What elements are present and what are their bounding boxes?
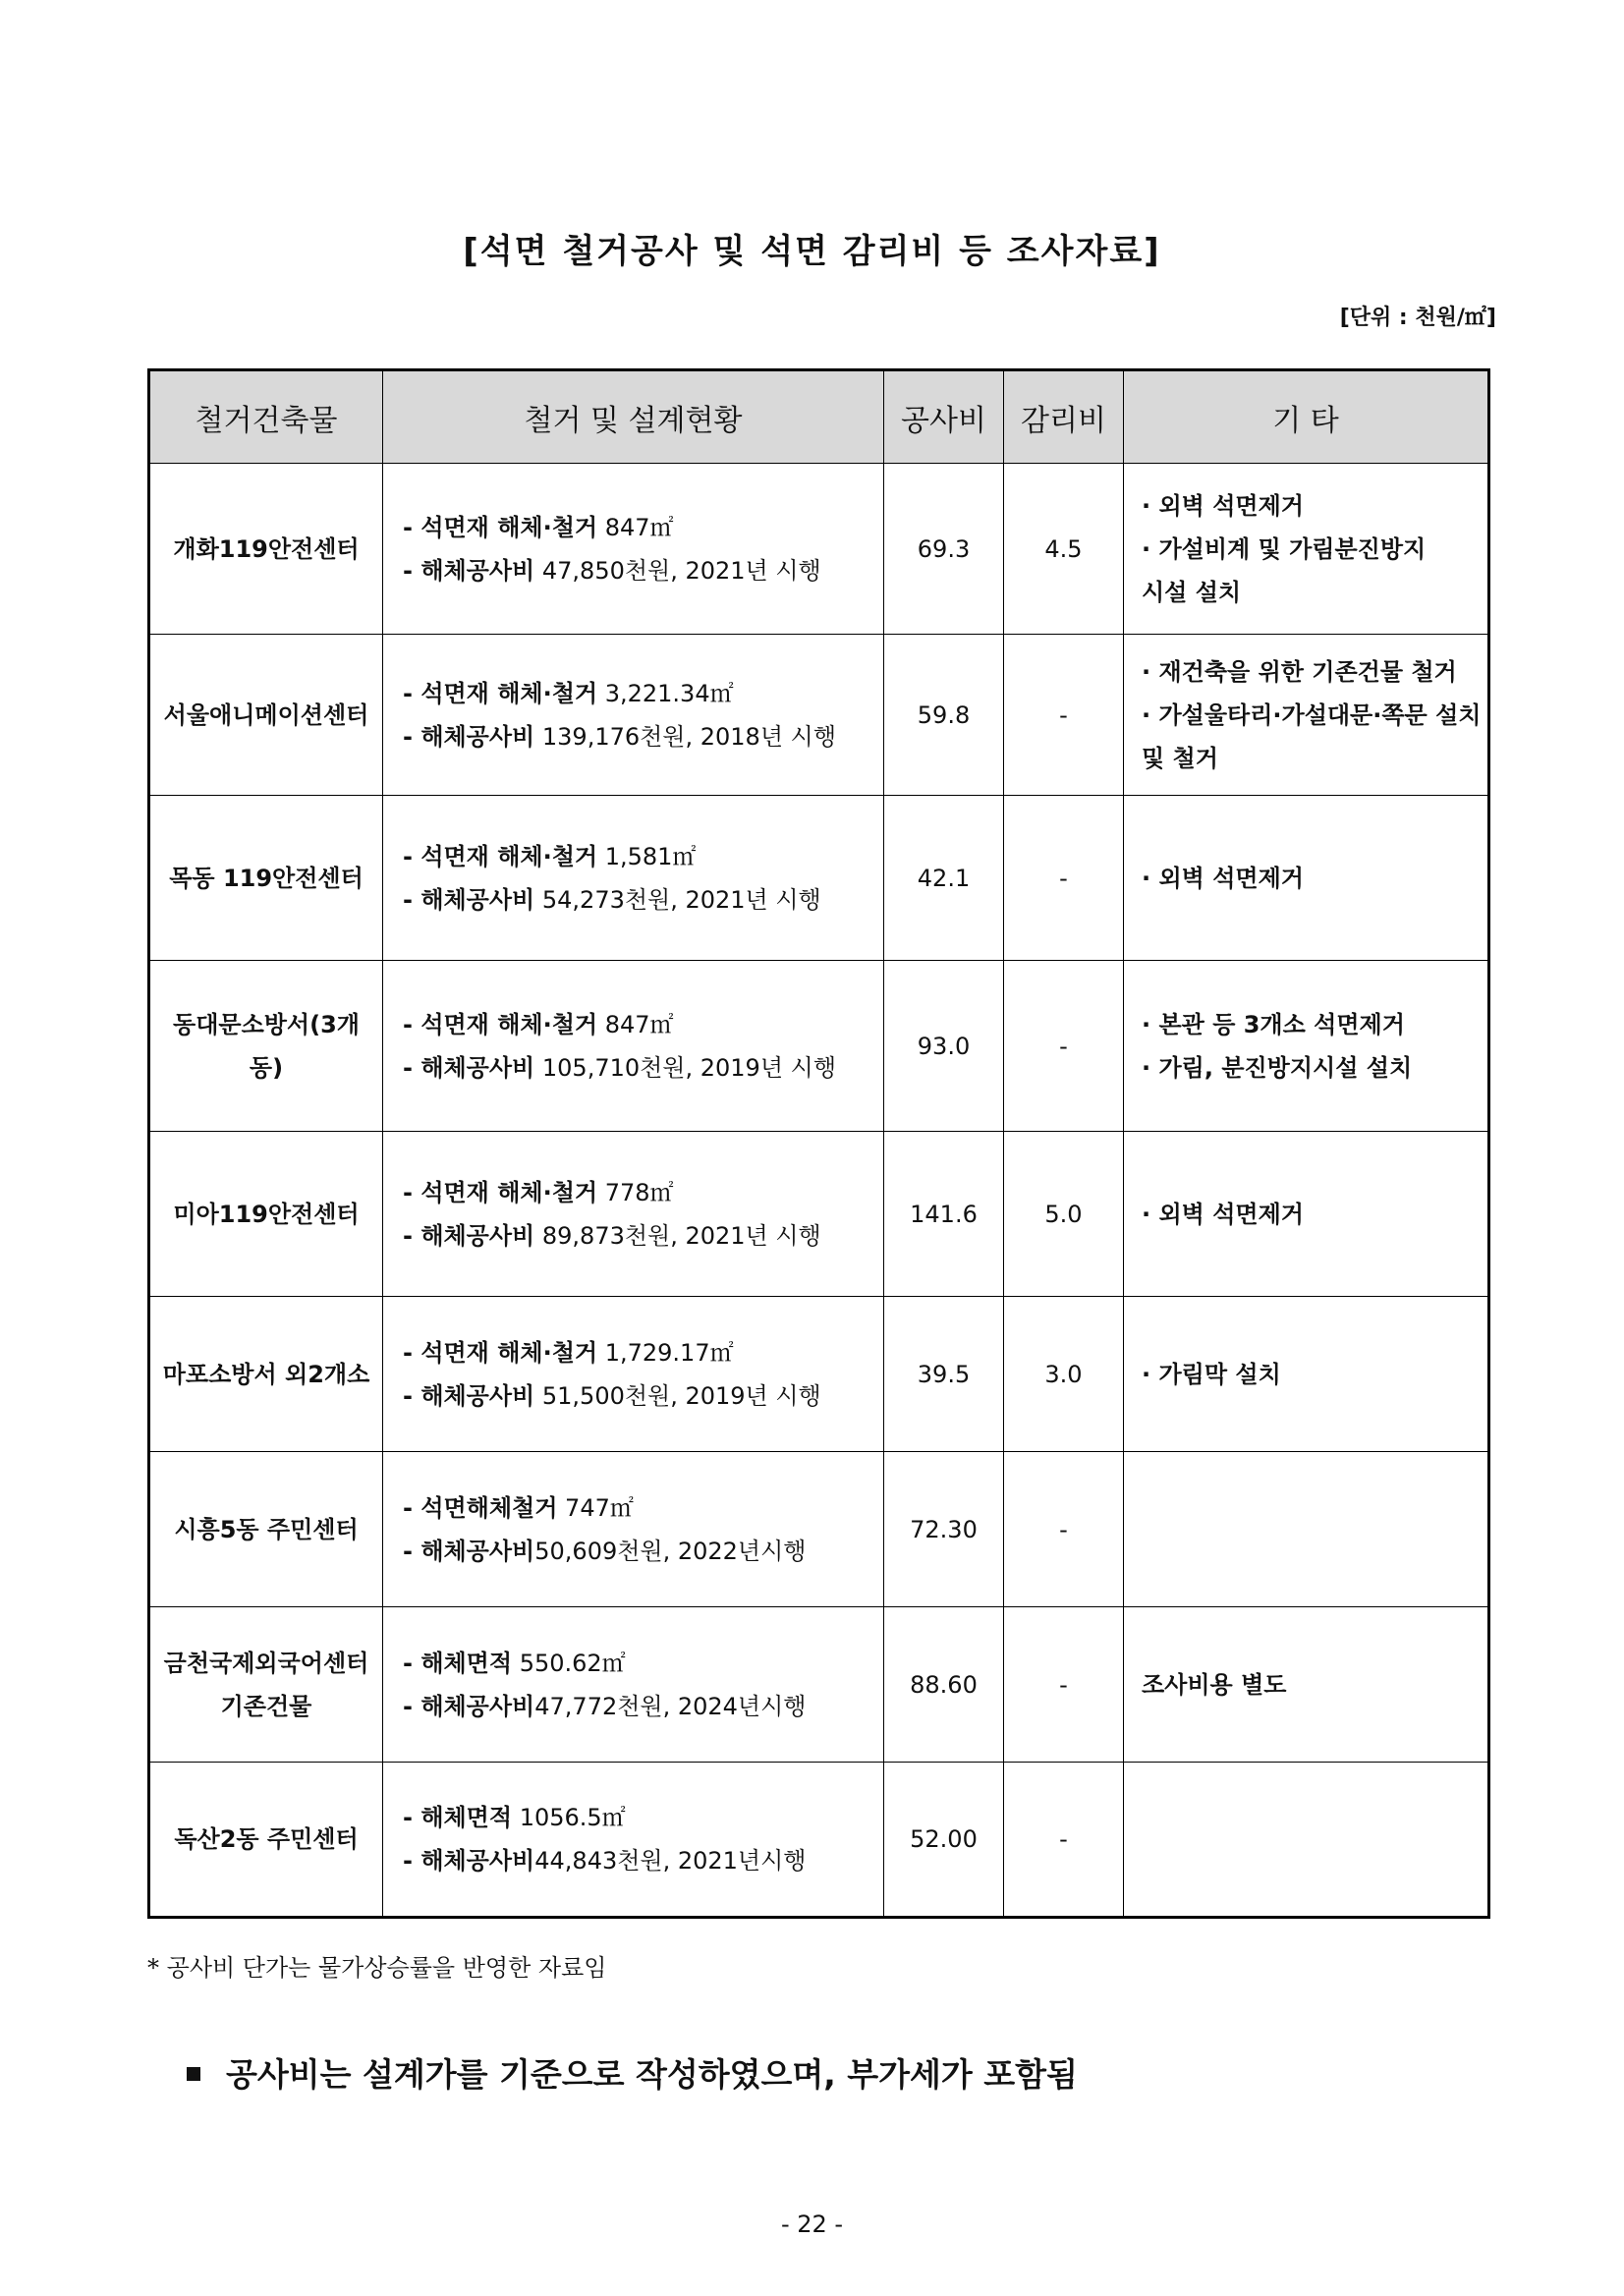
- building-name-line: 시흥5동 주민센터: [174, 1515, 359, 1543]
- desc-label: - 석면해체철거: [403, 1493, 558, 1522]
- survey-table: [147, 368, 1490, 1919]
- demolition-description: [383, 1297, 884, 1452]
- remarks-line: · 외벽 석면제거: [1142, 491, 1304, 520]
- remarks-line: 조사비용 별도: [1142, 1670, 1287, 1699]
- desc-value: 1,581㎡: [597, 842, 697, 870]
- building-name-line: 2개소: [308, 1360, 370, 1388]
- demolition-description: [383, 961, 884, 1132]
- desc-value: 778㎡: [597, 1178, 674, 1206]
- desc-label: - 해체공사비: [403, 1381, 535, 1410]
- table-row: [149, 1607, 1489, 1763]
- building-name: [149, 464, 383, 635]
- building-name: [149, 961, 383, 1132]
- supervision-cost: -: [1004, 1452, 1124, 1607]
- demolition-description: [383, 796, 884, 961]
- remarks: [1124, 1763, 1489, 1918]
- remarks: [1124, 1297, 1489, 1452]
- demolition-description-line: [403, 1214, 877, 1258]
- building-name-line: 개화119안전센터: [173, 534, 360, 563]
- desc-label: - 해체면적: [403, 1804, 513, 1831]
- demolition-description-line: [403, 1796, 877, 1839]
- demolition-description-line: [403, 1171, 877, 1214]
- building-name-line: 애니메이션센터: [209, 700, 369, 729]
- supervision-cost: -: [1004, 635, 1124, 796]
- desc-label: - 해체공사비: [403, 885, 535, 914]
- page-number: - 22 -: [780, 2211, 844, 2238]
- demolition-description: [383, 464, 884, 635]
- building-name: [149, 1763, 383, 1918]
- supervision-cost: 3.0: [1004, 1297, 1124, 1452]
- header-building: 철거건축물: [149, 370, 383, 464]
- demolition-description-line: [403, 1642, 877, 1685]
- construction-cost: 72.30: [884, 1452, 1004, 1607]
- desc-label: - 해체면적: [403, 1649, 513, 1677]
- desc-value: 105,710천원, 2019년 시행: [534, 1053, 837, 1082]
- header-description: 철거 및 설계현황: [383, 370, 884, 464]
- construction-cost: 93.0: [884, 961, 1004, 1132]
- building-name: [149, 796, 383, 961]
- demolition-description: [383, 1607, 884, 1763]
- desc-label: - 석면재 해체·철거: [403, 842, 598, 870]
- remarks-line: · 재건축을 위한 기존건물 철거: [1142, 657, 1457, 686]
- table-row: [149, 464, 1489, 635]
- construction-cost: 39.5: [884, 1297, 1004, 1452]
- desc-value: 550.62㎡: [512, 1649, 626, 1677]
- demolition-description-line: [403, 835, 877, 878]
- building-name-line: 목동 119안전센터: [169, 864, 364, 892]
- desc-label: - 해체공사비: [403, 1537, 535, 1565]
- desc-value: 3,221.34㎡: [597, 679, 734, 707]
- building-name-line: 마포소방서 외: [162, 1360, 308, 1388]
- demolition-description-line: [403, 1530, 877, 1573]
- demolition-description-line: [403, 1839, 877, 1882]
- table-header: [149, 370, 1489, 464]
- desc-label: - 석면재 해체·철거: [403, 1338, 598, 1367]
- summary-note: [187, 2049, 1078, 2096]
- demolition-description: [383, 635, 884, 796]
- remarks-line: · 가설울타리·가설대문·쪽문 설치: [1142, 700, 1482, 729]
- remarks: [1124, 961, 1489, 1132]
- demolition-description: [383, 1452, 884, 1607]
- desc-value: 1,729.17㎡: [597, 1338, 734, 1367]
- building-name-line: 독산2동 주민센터: [174, 1825, 359, 1853]
- table-row: [149, 1132, 1489, 1297]
- demolition-description-line: [403, 1374, 877, 1418]
- demolition-description: [383, 1763, 884, 1918]
- building-name: [149, 1452, 383, 1607]
- supervision-cost: -: [1004, 1763, 1124, 1918]
- demolition-description-line: [403, 1331, 877, 1374]
- remarks: [1124, 635, 1489, 796]
- building-name: [149, 1297, 383, 1452]
- desc-value: 1056.5㎡: [512, 1804, 626, 1831]
- desc-value: 47,772천원, 2024년시행: [534, 1692, 807, 1720]
- building-name: [149, 1132, 383, 1297]
- remarks-line: · 가림막 설치: [1142, 1360, 1281, 1388]
- building-name-line: 서울: [163, 700, 210, 729]
- remarks-line: · 외벽 석면제거: [1142, 864, 1304, 892]
- demolition-description-line: [403, 1486, 877, 1530]
- remarks: [1124, 1607, 1489, 1763]
- table-row: [149, 1763, 1489, 1918]
- footnote: * 공사비 단가는 물가상승률을 반영한 자료임: [147, 1954, 607, 1982]
- desc-value: 747㎡: [557, 1493, 634, 1522]
- remarks-line: 시설 설치: [1142, 578, 1242, 606]
- construction-cost: 88.60: [884, 1607, 1004, 1763]
- supervision-cost: 4.5: [1004, 464, 1124, 635]
- supervision-cost: 5.0: [1004, 1132, 1124, 1297]
- construction-cost: 69.3: [884, 464, 1004, 635]
- desc-label: - 석면재 해체·철거: [403, 513, 598, 541]
- demolition-description-line: [403, 878, 877, 922]
- desc-label: - 석면재 해체·철거: [403, 1178, 598, 1206]
- construction-cost: 59.8: [884, 635, 1004, 796]
- desc-value: 50,609천원, 2022년시행: [534, 1537, 807, 1565]
- desc-label: - 해체공사비: [403, 1847, 535, 1875]
- desc-value: 139,176천원, 2018년 시행: [534, 722, 837, 751]
- building-name: [149, 635, 383, 796]
- table-row: [149, 1452, 1489, 1607]
- remarks: [1124, 464, 1489, 635]
- construction-cost: 141.6: [884, 1132, 1004, 1297]
- table-row: [149, 635, 1489, 796]
- remarks-line: · 가설비계 및 가림분진방지: [1142, 534, 1427, 563]
- table-row: [149, 961, 1489, 1132]
- building-name-line: (3개동): [249, 1010, 360, 1082]
- table-row: [149, 1297, 1489, 1452]
- desc-label: - 석면재 해체·철거: [403, 1010, 598, 1038]
- demolition-description-line: [403, 549, 877, 592]
- remarks: [1124, 796, 1489, 961]
- desc-value: 847㎡: [597, 513, 674, 541]
- desc-value: 847㎡: [597, 1010, 674, 1038]
- supervision-cost: -: [1004, 796, 1124, 961]
- remarks: [1124, 1132, 1489, 1297]
- building-name-line: 미아119안전센터: [173, 1200, 360, 1228]
- demolition-description-line: [403, 1003, 877, 1046]
- desc-label: - 해체공사비: [403, 722, 535, 751]
- header-remarks: 기 타: [1124, 370, 1489, 464]
- building-name-line: 금천국제외국어센터: [163, 1649, 369, 1677]
- header-supervision-cost: 감리비: [1004, 370, 1124, 464]
- construction-cost: 42.1: [884, 796, 1004, 961]
- table-body: [149, 464, 1489, 1918]
- square-bullet-icon: [187, 2067, 200, 2081]
- remarks-line: · 가림, 분진방지시설 설치: [1142, 1053, 1413, 1082]
- desc-value: 54,273천원, 2021년 시행: [534, 885, 821, 914]
- desc-value: 89,873천원, 2021년 시행: [534, 1221, 821, 1250]
- building-name: [149, 1607, 383, 1763]
- desc-label: - 해체공사비: [403, 1053, 535, 1082]
- supervision-cost: -: [1004, 1607, 1124, 1763]
- demolition-description: [383, 1132, 884, 1297]
- demolition-description-line: [403, 1046, 877, 1090]
- desc-label: - 해체공사비: [403, 1221, 535, 1250]
- header-construction-cost: 공사비: [884, 370, 1004, 464]
- demolition-description-line: [403, 715, 877, 758]
- summary-text: 공사비는 설계가를 기준으로 작성하였으며, 부가세가 포함됨: [226, 2055, 1078, 2094]
- building-name-line: 기존건물: [220, 1692, 312, 1720]
- supervision-cost: -: [1004, 961, 1124, 1132]
- desc-value: 44,843천원, 2021년시행: [534, 1847, 807, 1875]
- remarks-line: · 외벽 석면제거: [1142, 1200, 1304, 1228]
- desc-value: 47,850천원, 2021년 시행: [534, 556, 821, 585]
- desc-label: - 석면재 해체·철거: [403, 679, 598, 707]
- demolition-description-line: [403, 1685, 877, 1728]
- header-row: [149, 370, 1489, 464]
- remarks-line: · 본관 등 3개소 석면제거: [1142, 1010, 1405, 1038]
- building-name-line: 동대문소방서: [173, 1010, 310, 1038]
- remarks-line: 및 철거: [1142, 744, 1218, 772]
- demolition-description-line: [403, 506, 877, 549]
- desc-label: - 해체공사비: [403, 556, 535, 585]
- remarks: [1124, 1452, 1489, 1607]
- desc-label: - 해체공사비: [403, 1692, 535, 1720]
- unit-label: [단위 : 천원/㎡]: [1339, 306, 1496, 330]
- desc-value: 51,500천원, 2019년 시행: [534, 1381, 821, 1410]
- construction-cost: 52.00: [884, 1763, 1004, 1918]
- demolition-description-line: [403, 672, 877, 715]
- page-title: [석면 철거공사 및 석면 감리비 등 조사자료]: [463, 232, 1161, 271]
- table-row: [149, 796, 1489, 961]
